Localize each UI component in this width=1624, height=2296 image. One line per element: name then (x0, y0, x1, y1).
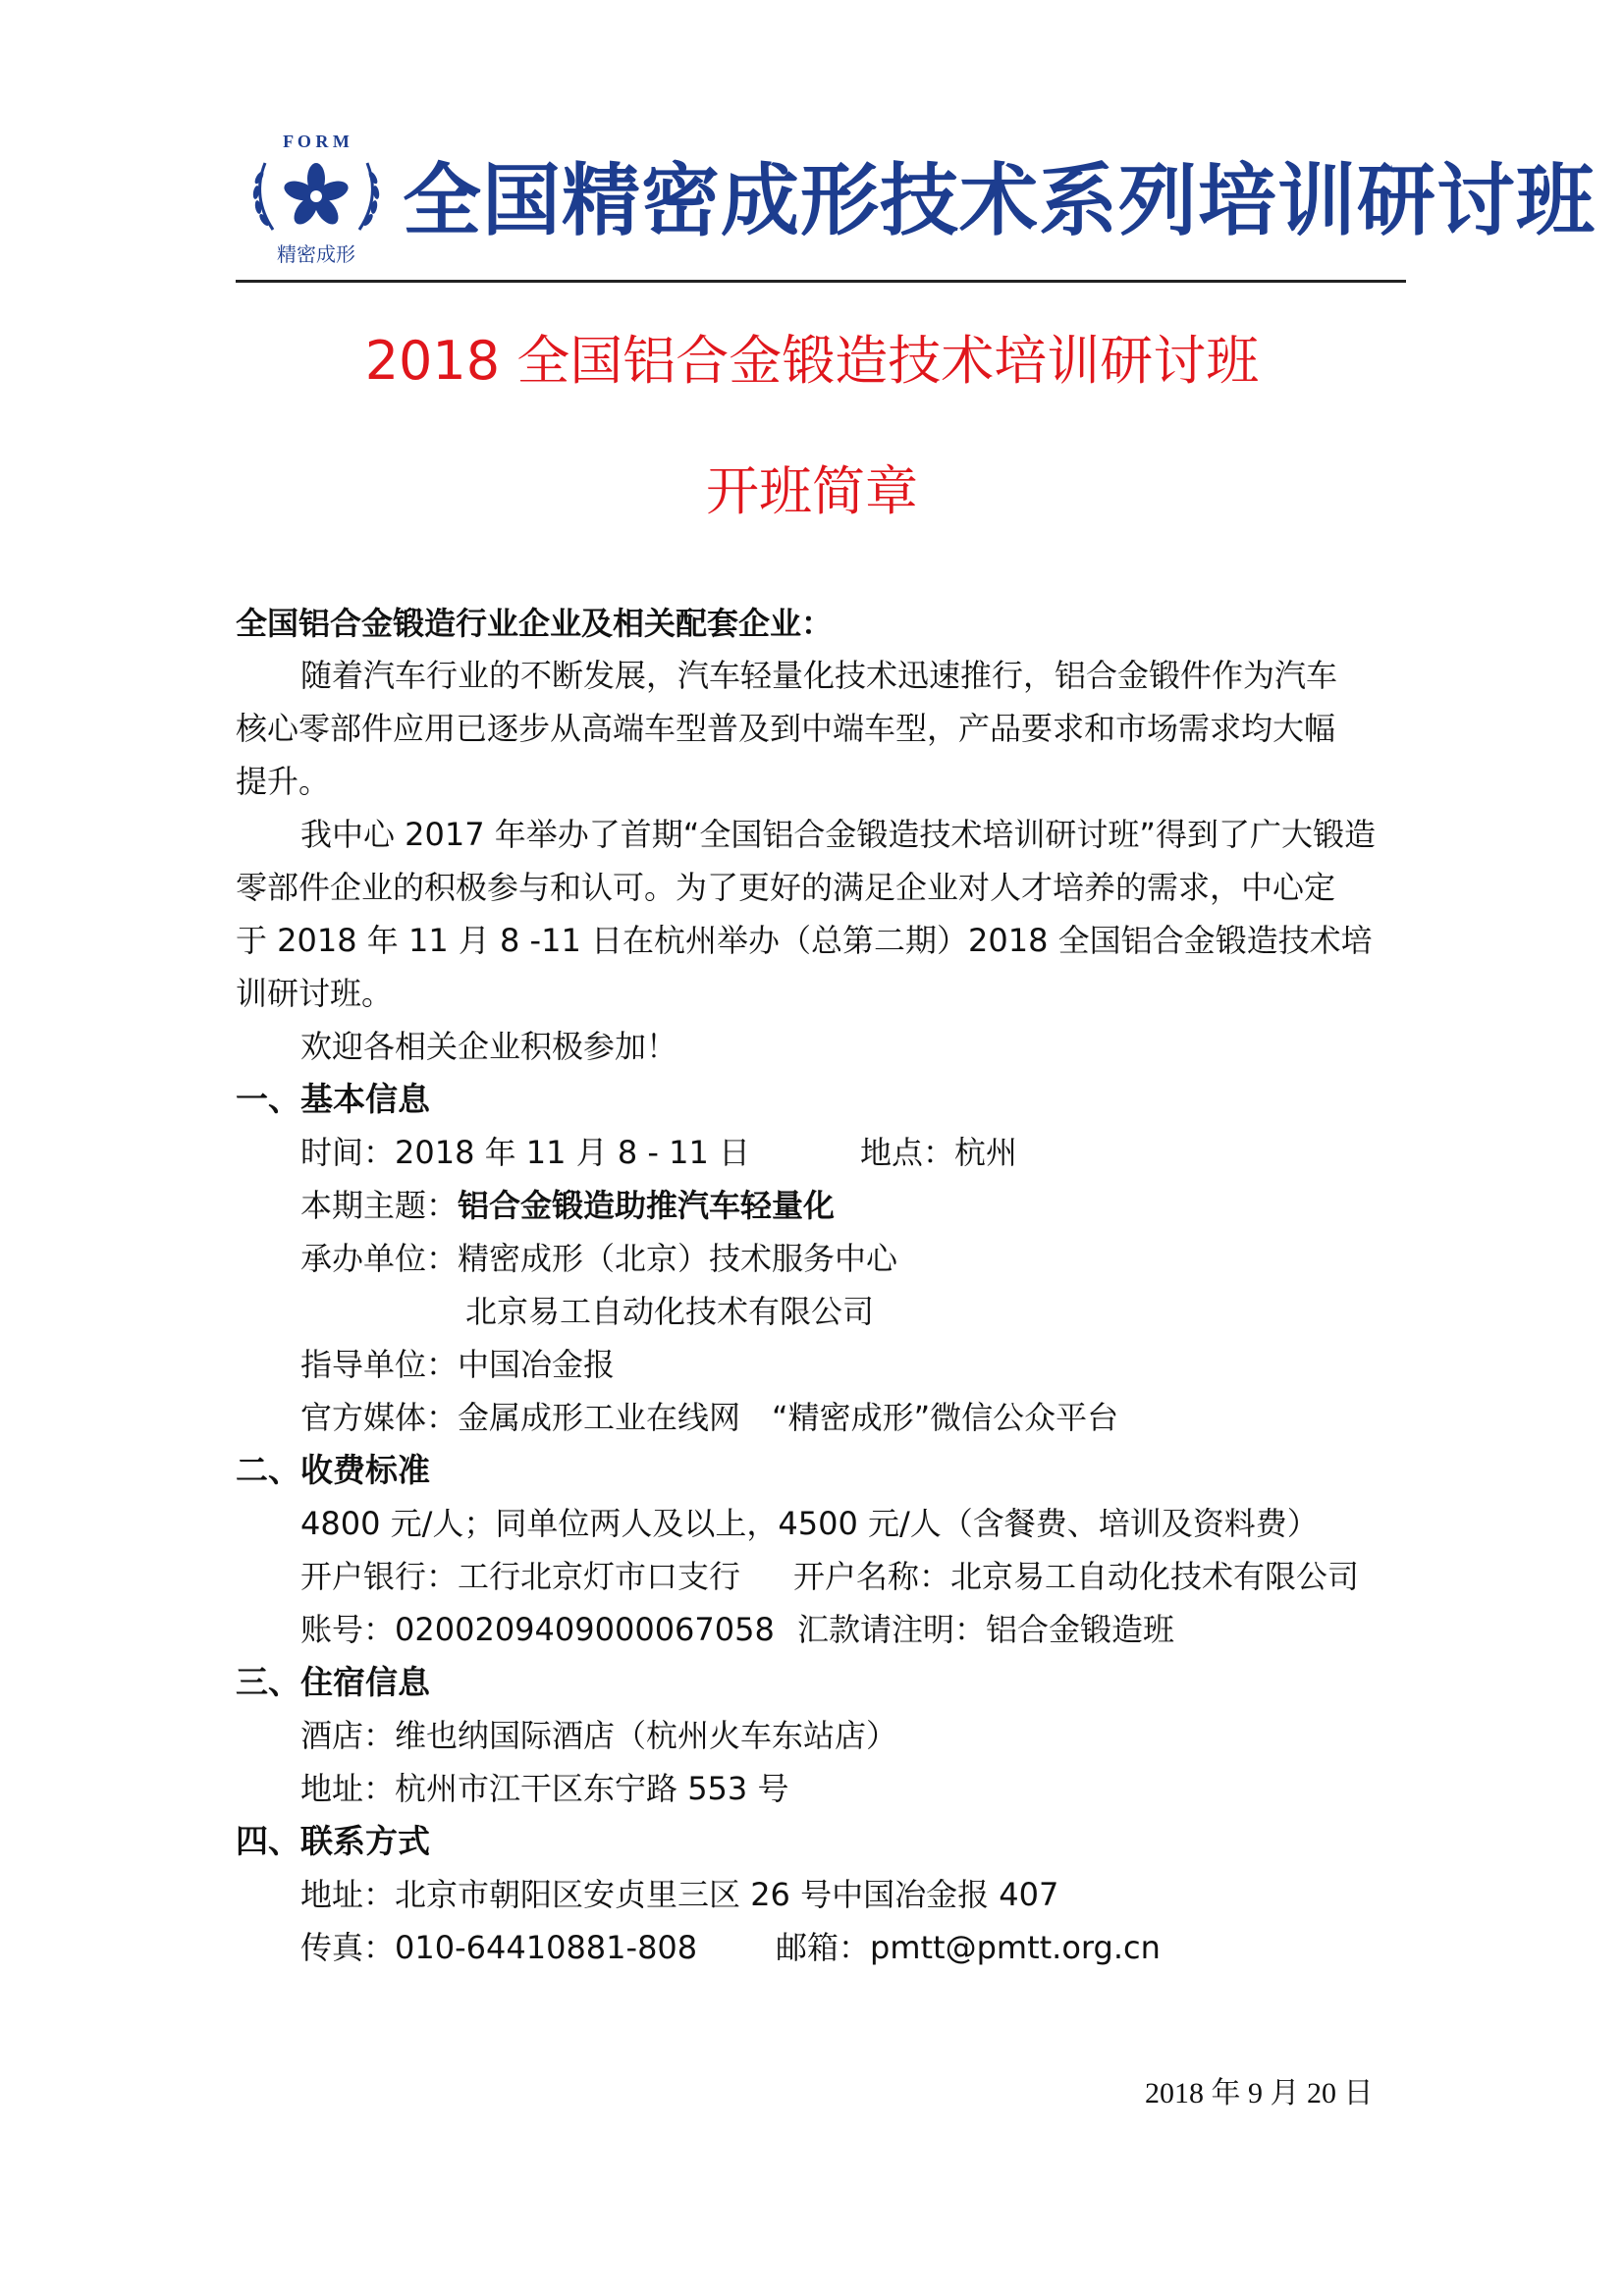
media-label: 官方媒体： (300, 1399, 459, 1436)
intro-p1-line: 提升。 (236, 763, 331, 800)
media-value: 金属成形工业在线网 “精密成形”微信公众平台 (458, 1399, 1119, 1436)
time-value: 2018 年 11 月 8 - 11 日 (395, 1134, 751, 1171)
hotel-row (300, 1711, 897, 1760)
contact-address-row (300, 1870, 1058, 1919)
guide-row (300, 1340, 615, 1389)
hotel-address-label: 地址： (300, 1770, 396, 1807)
section-title-fees: 二、收费标准 (236, 1451, 430, 1489)
bank-label: 开户银行： (300, 1558, 459, 1595)
theme-value: 铝合金锻造助推汽车轻量化 (458, 1187, 836, 1224)
email-label: 邮箱： (776, 1929, 871, 1966)
logo-ring-text: F O R M (283, 132, 350, 151)
account-name-label: 开户名称： (793, 1558, 951, 1595)
guide-value: 中国冶金报 (458, 1346, 616, 1383)
theme-row (300, 1181, 835, 1230)
organizer-label: 承办单位： (300, 1240, 459, 1277)
hotel-address-row (300, 1764, 788, 1813)
intro-p2-line: 训研讨班。 (236, 975, 394, 1012)
account-name-row (793, 1552, 1359, 1601)
page-subtitle: 开班简章 (706, 460, 918, 522)
fax-value: 010-64410881-808 (395, 1929, 698, 1966)
organizer-row (300, 1234, 897, 1283)
organizer-value-2: 北京易工自动化技术有限公司 (465, 1293, 875, 1330)
organizer-value-1: 精密成形（北京）技术服务中心 (458, 1240, 898, 1277)
intro-welcome: 欢迎各相关企业积极参加！ (300, 1028, 678, 1065)
media-row (300, 1393, 1118, 1442)
bank-row (300, 1552, 740, 1601)
bank-value: 工行北京灯市口支行 (458, 1558, 741, 1595)
time-label: 时间： (300, 1134, 396, 1171)
place-label: 地点： (860, 1134, 955, 1171)
section-title-basic: 一、基本信息 (236, 1080, 430, 1118)
account-name-value: 北京易工自动化技术有限公司 (950, 1558, 1360, 1595)
contact-address-value: 北京市朝阳区安贞里三区 26 号中国冶金报 407 (395, 1876, 1059, 1913)
time-row (300, 1128, 750, 1177)
page-title: 2018 全国铝合金锻造技术培训研讨班 (364, 330, 1260, 392)
fax-row (300, 1923, 697, 1972)
intro-p2-line: 零部件企业的积极参与和认可。为了更好的满足企业对人才培养的需求，中心定 (236, 869, 1336, 906)
section-title-lodging: 三、住宿信息 (236, 1663, 430, 1701)
salutation: 全国铝合金锻造行业企业及相关配套企业： (236, 605, 834, 642)
hotel-address-value: 杭州市江干区东宁路 553 号 (395, 1770, 789, 1807)
guide-label: 指导单位： (300, 1346, 459, 1383)
remit-value: 铝合金锻造班 (986, 1611, 1175, 1648)
account-no-row (300, 1605, 775, 1654)
header-divider (236, 280, 1406, 283)
account-no-value: 0200209409000067058 (395, 1611, 775, 1648)
email-value: pmtt@pmtt.org.cn (870, 1929, 1161, 1966)
intro-p2-line: 我中心 2017 年举办了首期“全国铝合金锻造技术培训研讨班”得到了广大锻造 (300, 816, 1376, 853)
price-line: 4800 元/人；同单位两人及以上，4500 元/人（含餐费、培训及资料费） (300, 1505, 1319, 1542)
document-date: 2018 年 9 月 20 日 (1145, 2077, 1374, 2109)
account-no-label: 账号： (300, 1611, 396, 1648)
logo-caption: 精密成形 (277, 242, 355, 266)
logo-emblem-icon (238, 124, 395, 267)
intro-p2-line: 于 2018 年 11 月 8 -11 日在杭州举办（总第二期）2018 全国铝合金锻造技术培 (236, 922, 1373, 959)
place-value: 杭州 (954, 1134, 1018, 1171)
theme-label: 本期主题： (300, 1187, 459, 1224)
hotel-value: 维也纳国际酒店（杭州火车东站店） (395, 1717, 898, 1754)
intro-p1-line: 核心零部件应用已逐步从高端车型普及到中端车型，产品要求和市场需求均大幅 (236, 710, 1336, 747)
remit-row (797, 1605, 1174, 1654)
header-title: 全国精密成形技术系列培训研讨班 (403, 155, 1596, 246)
form-logo (238, 124, 395, 267)
email-row (776, 1923, 1161, 1972)
remit-label: 汇款请注明： (797, 1611, 987, 1648)
section-title-contact: 四、联系方式 (236, 1822, 430, 1860)
place-row (860, 1128, 1017, 1177)
contact-address-label: 地址： (300, 1876, 396, 1913)
fax-label: 传真： (300, 1929, 396, 1966)
hotel-label: 酒店： (300, 1717, 396, 1754)
intro-p1-line: 随着汽车行业的不断发展，汽车轻量化技术迅速推行，铝合金锻件作为汽车 (300, 657, 1338, 694)
